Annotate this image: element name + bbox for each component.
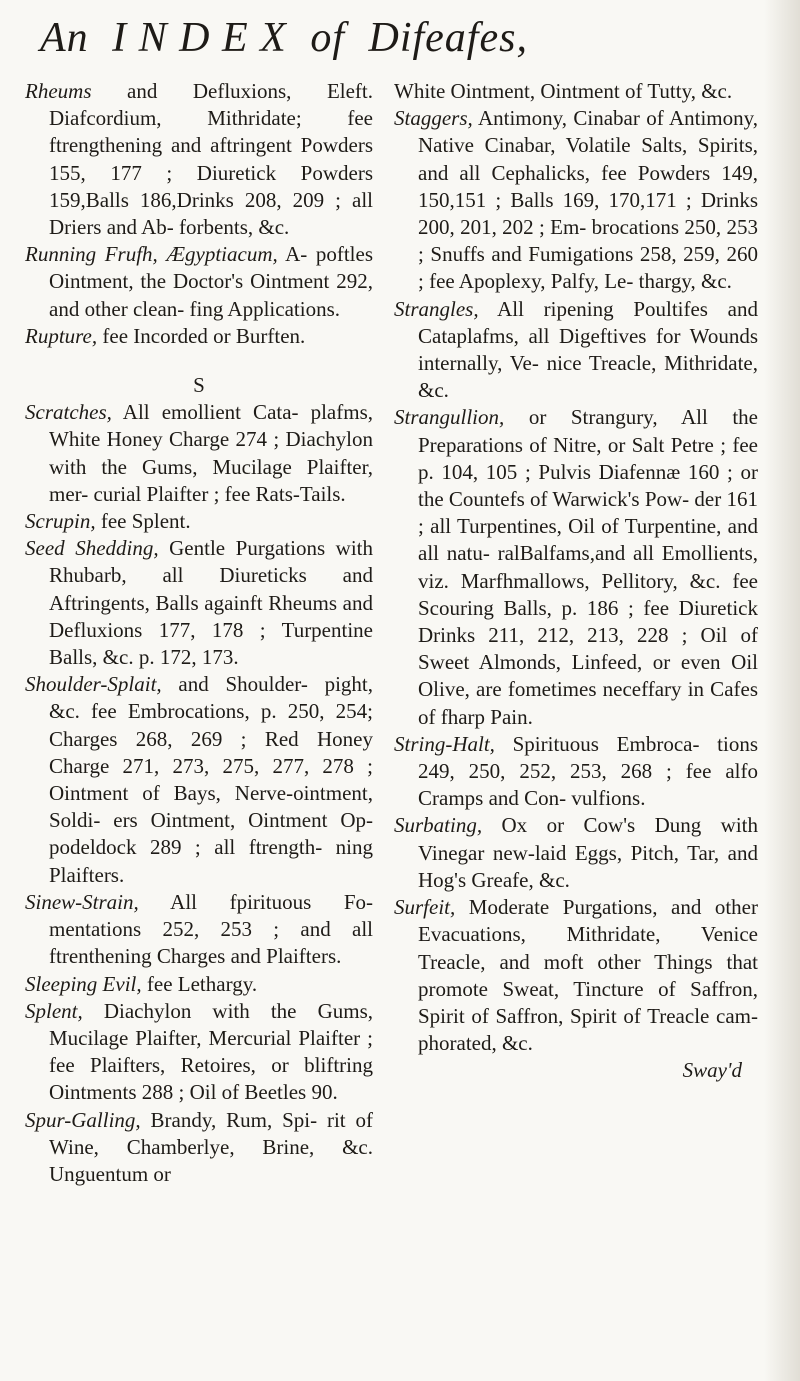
entry-text: Ox or Cow's Dung with Vinegar new-laid Eggs, Pitch, Tar, and Hog's Greafe, &c. xyxy=(418,813,758,892)
index-entry xyxy=(394,105,758,295)
entry-text: and Shoulder- pight, &c. fee Embrocations, p. 250, 254; Charges 268, 269 ; Red Honey Charge 271, 273, 275, 277, 278 ; Ointment of Bays, Nerve-ointment, Soldi- ers Ointment, Ointment Op- podeldock 289 ; all ftrength- ning Plaifters. xyxy=(49,672,373,887)
left-column xyxy=(25,78,373,1188)
entry-text: All emollient Cata- plafms, White Honey Charge 274 ; Diachylon with the Gums, Mucilage Plaifter, mer- curial Plaifter ; fee Rats-Tails. xyxy=(49,400,373,506)
entry-text: Moderate Purgations, and other Evacuations, Mithridate, Venice Treacle, and moft other Things that promote Sweat, Tincture of Saffron, Spirit of Saffron, Spirit of Treacle cam- phorated, &c. xyxy=(418,895,758,1056)
entry-headword: Staggers, xyxy=(394,106,473,131)
index-entry xyxy=(25,323,373,350)
page-header xyxy=(40,14,760,62)
index-entry xyxy=(25,1107,373,1189)
index-entry xyxy=(25,78,373,241)
index-entry xyxy=(25,508,373,535)
index-entry xyxy=(25,671,373,889)
entry-headword: Rupture, xyxy=(25,323,98,348)
entry-headword: Surbating, xyxy=(394,813,483,838)
index-entry xyxy=(25,889,373,971)
index-entry xyxy=(394,404,758,730)
entry-text: Gentle Purgations with Rhubarb, all Diureticks and Aftringents, Balls againft Rheums and Defluxions 177, 178 ; Turpentine Balls, &c. p. 172, 173. xyxy=(49,536,373,670)
entry-text: fee Incorded or Burften. xyxy=(97,323,306,348)
header-index: I N D E X xyxy=(112,15,287,61)
entry-text: fee Lethargy. xyxy=(141,971,258,996)
index-entry xyxy=(394,296,758,405)
entry-text: and Defluxions, Eleft. Diafcordium, Mithridate; fee ftrengthening and aftringent Powders 155, 177 ; Diuretick Powders 159,Balls 186,Drinks 208, 209 ; all Driers and Ab- forbents, &c. xyxy=(49,79,373,240)
entry-text: Brandy, Rum, Spi- rit of Wine, Chamberlye, Brine, &c. Unguentum or xyxy=(49,1107,373,1186)
right-column xyxy=(394,78,758,1085)
index-entry xyxy=(25,998,373,1107)
entry-headword: String-Halt, xyxy=(394,731,495,756)
index-entry xyxy=(394,78,758,105)
entry-headword: Strangles, xyxy=(394,296,479,321)
entry-headword: Splent, xyxy=(25,998,83,1023)
entry-text: Diachylon with the Gums, Mucilage Plaifter, Mercurial Plaifter ; fee Plaifters, Retoires, or bliftring Ointments 288 ; Oil of Beetles 90. xyxy=(49,998,373,1105)
entry-text: fee Splent. xyxy=(95,509,191,534)
entry-headword: Scrupin, xyxy=(25,509,96,534)
index-entry xyxy=(25,241,373,323)
header-an: An xyxy=(40,15,89,61)
catchword: Sway'd xyxy=(682,1058,742,1083)
entry-text: Antimony, Cinabar of Antimony, Native Cinabar, Volatile Salts, Spirits, and all Cephalicks, fee Powders 149, 150,151 ; Balls 169, 170,171 ; Drinks 200, 201, 202 ; Em- brocations 250, 253 ; Snuffs and Fumigations 258, 259, 260 ; fee Apoplexy, Palfy, Le- thargy, &c. xyxy=(418,106,758,294)
entry-headword: Shoulder-Splait, xyxy=(25,672,162,697)
entry-text: White Ointment, Ointment of Tutty, &c. xyxy=(394,79,733,103)
header-diseases: Difeafes, xyxy=(368,15,528,61)
entry-headword: Spur-Galling, xyxy=(25,1107,141,1132)
entry-text: or Strangury, All the Preparations of Nitre, or Salt Petre ; fee p. 104, 105 ; Pulvis Diafennæ 160 ; or the Countefs of Warwick's Pow- der 161 ; all Turpentines, Oil of Turpentine, and all natu- ralBalfams,and all Emollients, viz. Marfhmallows, Pellitory, &c. fee Scouring Balls, p. 186 ; fee Diuretick Drinks 211, 212, 213, 228 ; Oil of Sweet Almonds, Linfeed, or even Oil Olive, are fometimes neceffary in Cafes of fharp Pain. xyxy=(418,405,758,729)
entry-headword: Sleeping Evil, xyxy=(25,971,142,996)
entry-headword: Rheums xyxy=(25,79,92,103)
index-entry xyxy=(25,971,373,998)
header-of: of xyxy=(310,15,345,61)
section-letter: S xyxy=(193,373,205,398)
entry-text: All ripening Poultifes and Cataplafms, all Digeftives for Wounds internally, Ve- nice Treacle, Mithridate, &c. xyxy=(418,296,758,403)
entry-headword: Seed Shedding, xyxy=(25,536,159,561)
index-entry xyxy=(394,894,758,1057)
entry-text: A- poftles Ointment, the Doctor's Ointment 292, and other clean- fing Applications. xyxy=(49,242,373,321)
entry-headword: Scratches, xyxy=(25,400,112,425)
entry-headword: Surfeit, xyxy=(394,895,456,920)
index-entry xyxy=(25,535,373,671)
entry-headword: Running Frufh, Ægyptiacum, xyxy=(25,242,278,267)
index-entry xyxy=(394,731,758,813)
entry-headword: Sinew-Strain, xyxy=(25,889,139,914)
entry-text: All fpirituous Fo- mentations 252, 253 ; and all ftrenthening Charges and Plaifters. xyxy=(49,889,373,969)
index-entry xyxy=(25,399,373,508)
entry-headword: Strangullion, xyxy=(394,405,505,430)
entry-text: Spirituous Embroca- tions 249, 250, 252, 253, 268 ; fee alfo Cramps and Con- vulfions. xyxy=(418,731,758,811)
index-entry xyxy=(394,812,758,894)
